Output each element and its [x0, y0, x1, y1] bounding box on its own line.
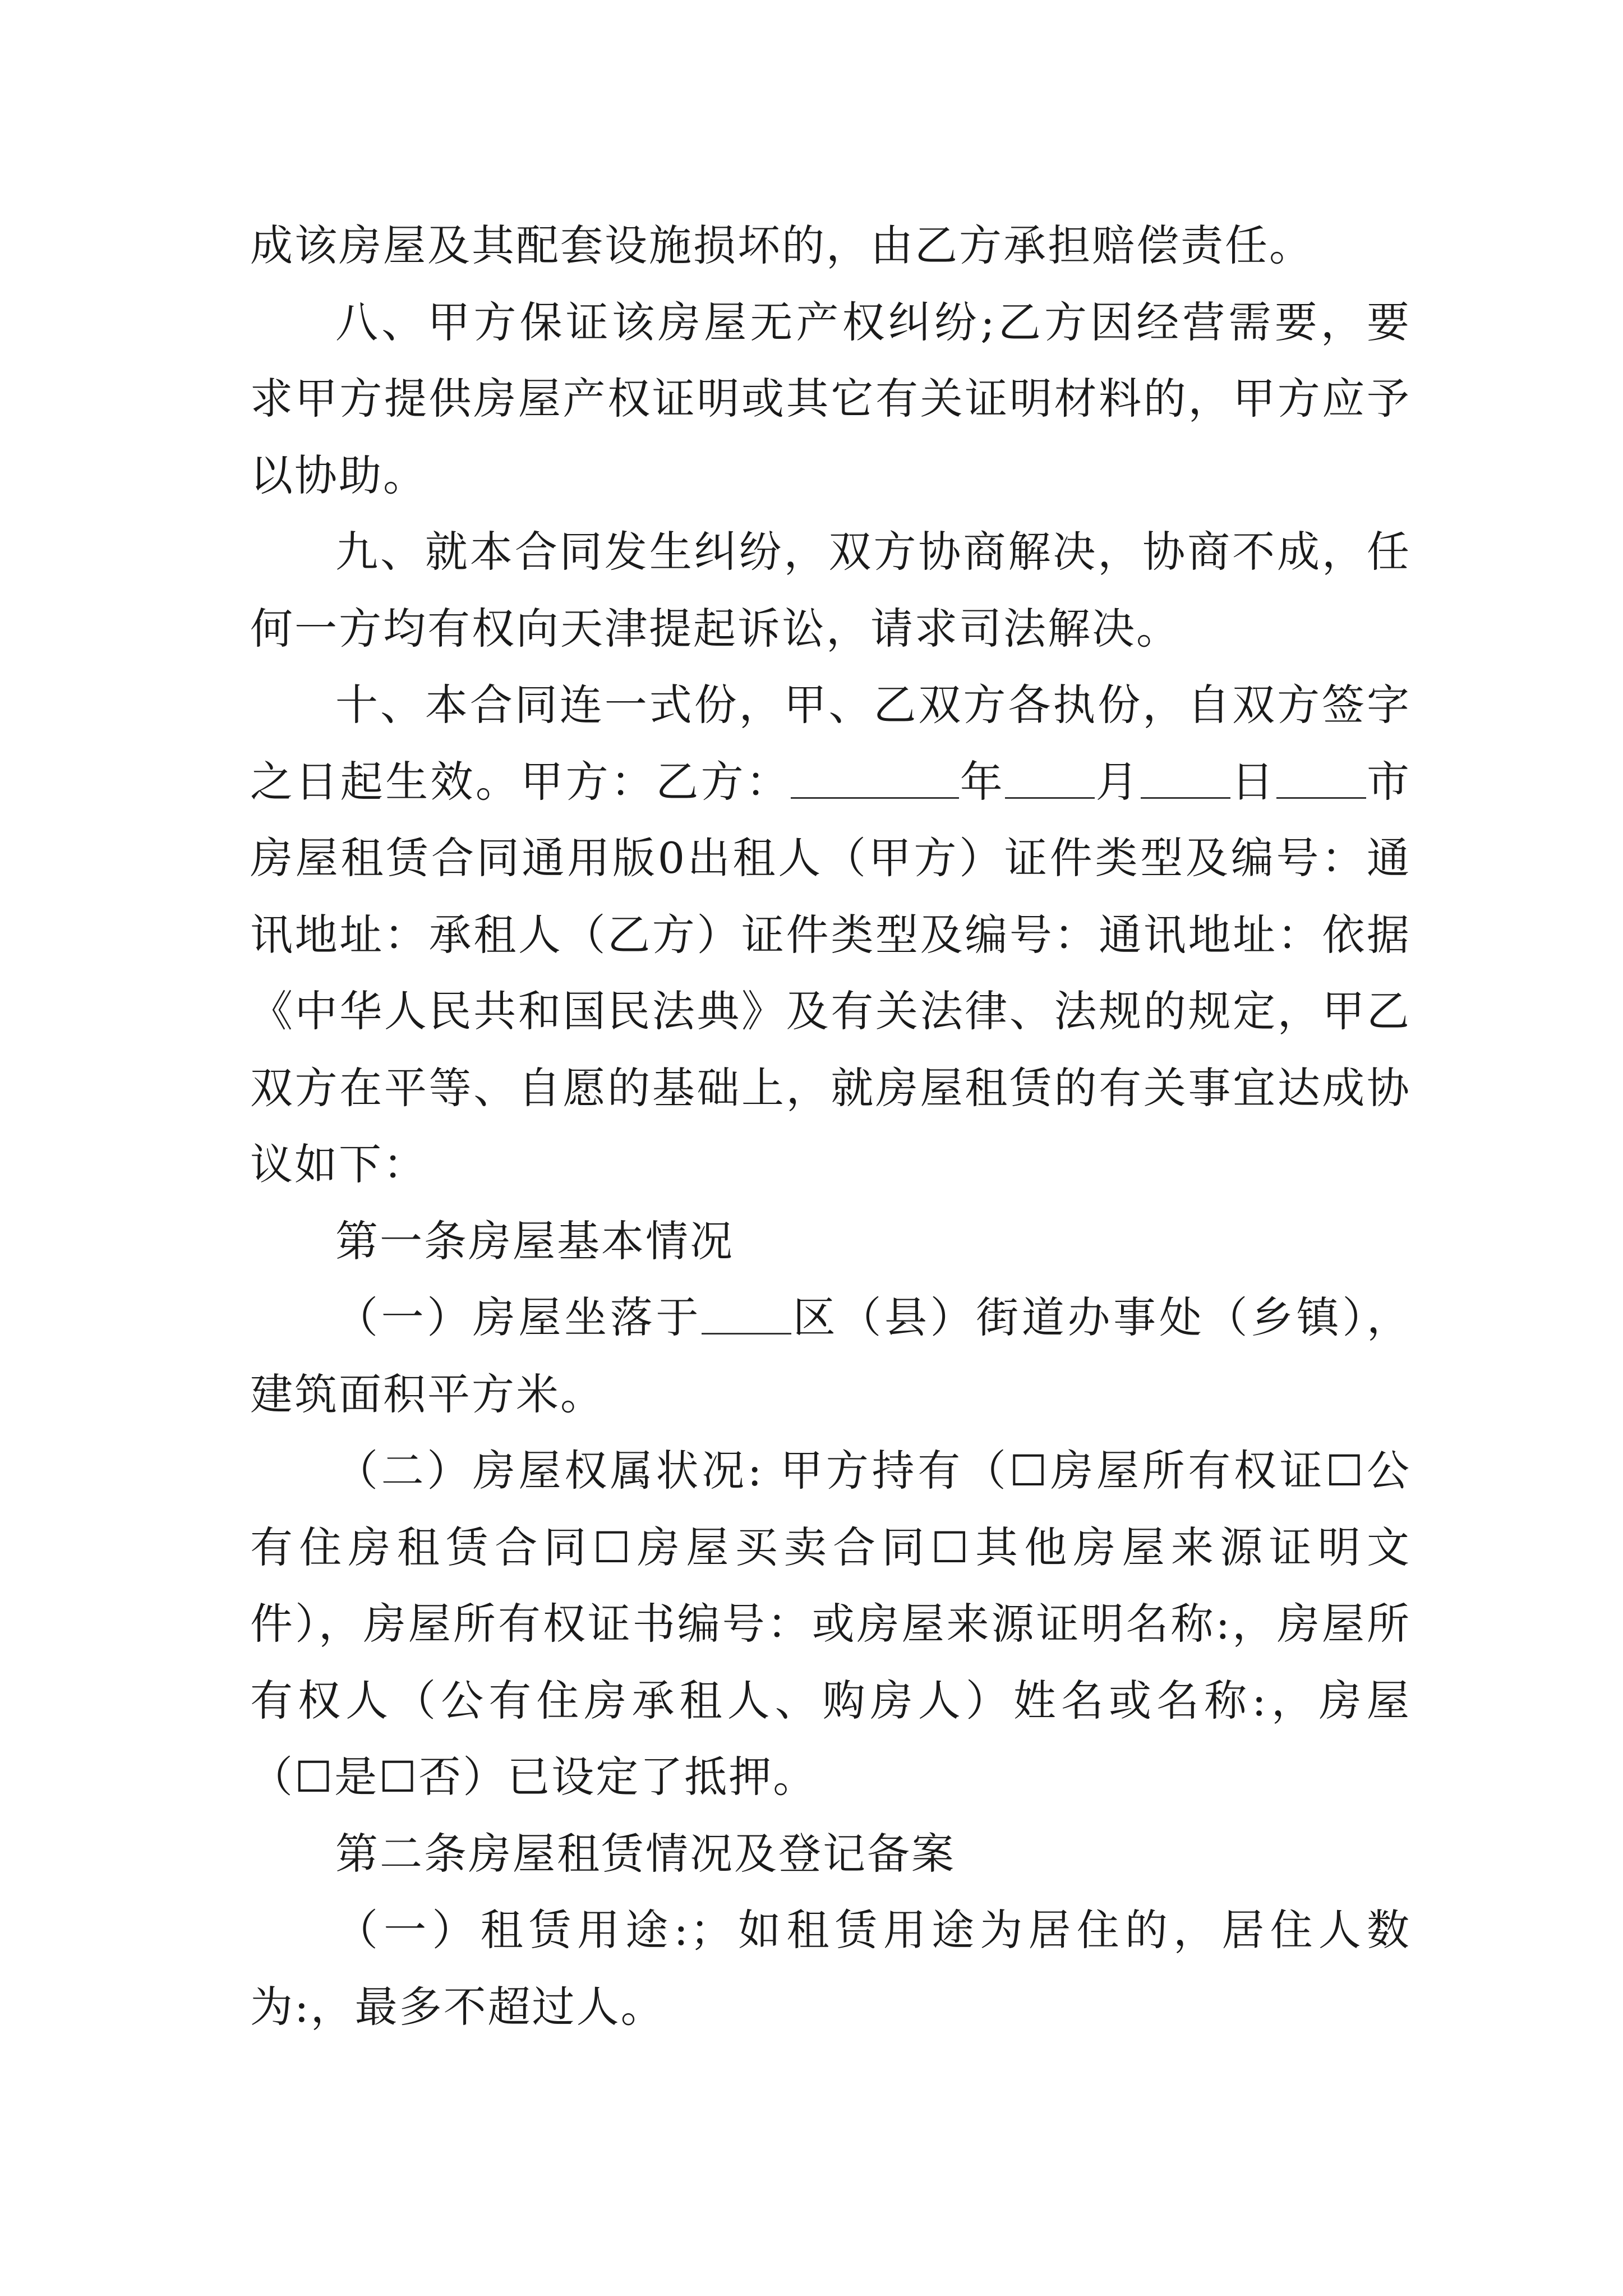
- year-blank: [791, 758, 959, 799]
- house-location-text: （一）房屋坐落于: [335, 1292, 702, 1342]
- district-blank: [702, 1294, 791, 1335]
- paragraph-article-10: [250, 667, 1411, 1203]
- heading-article-1: 第一条房屋基本情况: [335, 1216, 734, 1266]
- article-10-text: 十、本合同连一式份，甲、乙双方各执份，自双方签字之日起生效。甲方：乙方：: [250, 680, 1411, 807]
- document-body: [250, 208, 1411, 2045]
- paragraph-article-9: 九、就本合同发生纠纷，双方协商解决，协商不成，任何一方均有权向天津提起诉讼，请求司法解决。: [250, 527, 1411, 654]
- paragraph-lease-purpose: （一）租赁用途:；如租赁用途为居住的，居住人数为:，最多不超过人。: [250, 1905, 1411, 2032]
- day-blank: [1141, 758, 1230, 799]
- year-label: 年: [959, 756, 1006, 807]
- city-blank: [1276, 758, 1366, 799]
- paragraph-house-location: [250, 1280, 1411, 1433]
- month-blank: [1005, 758, 1095, 799]
- day-label: 日: [1230, 756, 1276, 807]
- heading-article-2: 第二条房屋租赁情况及登记备案: [335, 1828, 956, 1879]
- city-label: 市: [1366, 756, 1412, 807]
- paragraph-article-8: 八、甲方保证该房屋无产权纠纷;乙方因经营需要，要求甲方提供房屋产权证明或其它有关证明材料的，甲方应予以协助。: [250, 297, 1411, 500]
- house-location-rest: 区（县）街道办事处（乡镇），建筑面积平方米。: [250, 1292, 1412, 1419]
- contract-preamble-text: 房屋租赁合同通用版0出租人（甲方）证件类型及编号：通讯地址：承租人（乙方）证件类型及编号：通讯地址：依据《中华人民共和国民法典》及有关法律、法规的规定，甲乙双方在平等、自愿的基础上，就房屋租赁的有关事宜达成协议如下：: [250, 833, 1411, 1189]
- paragraph-damage-liability: 成该房屋及其配套设施损坏的，由乙方承担赔偿责任。: [250, 220, 1313, 270]
- paragraph-ownership-status: （二）房屋权属状况: 甲方持有（☐房屋所有权证☐公有住房租赁合同☐房屋买卖合同☐其他房屋来源证明文件），房屋所有权证书编号：或房屋来源证明名称:，房屋所有权人（公有住房承租人、购房人）姓名或名称:，房屋（☐是☐否）已设定了抵押。: [250, 1446, 1411, 1802]
- month-label: 月: [1095, 756, 1141, 807]
